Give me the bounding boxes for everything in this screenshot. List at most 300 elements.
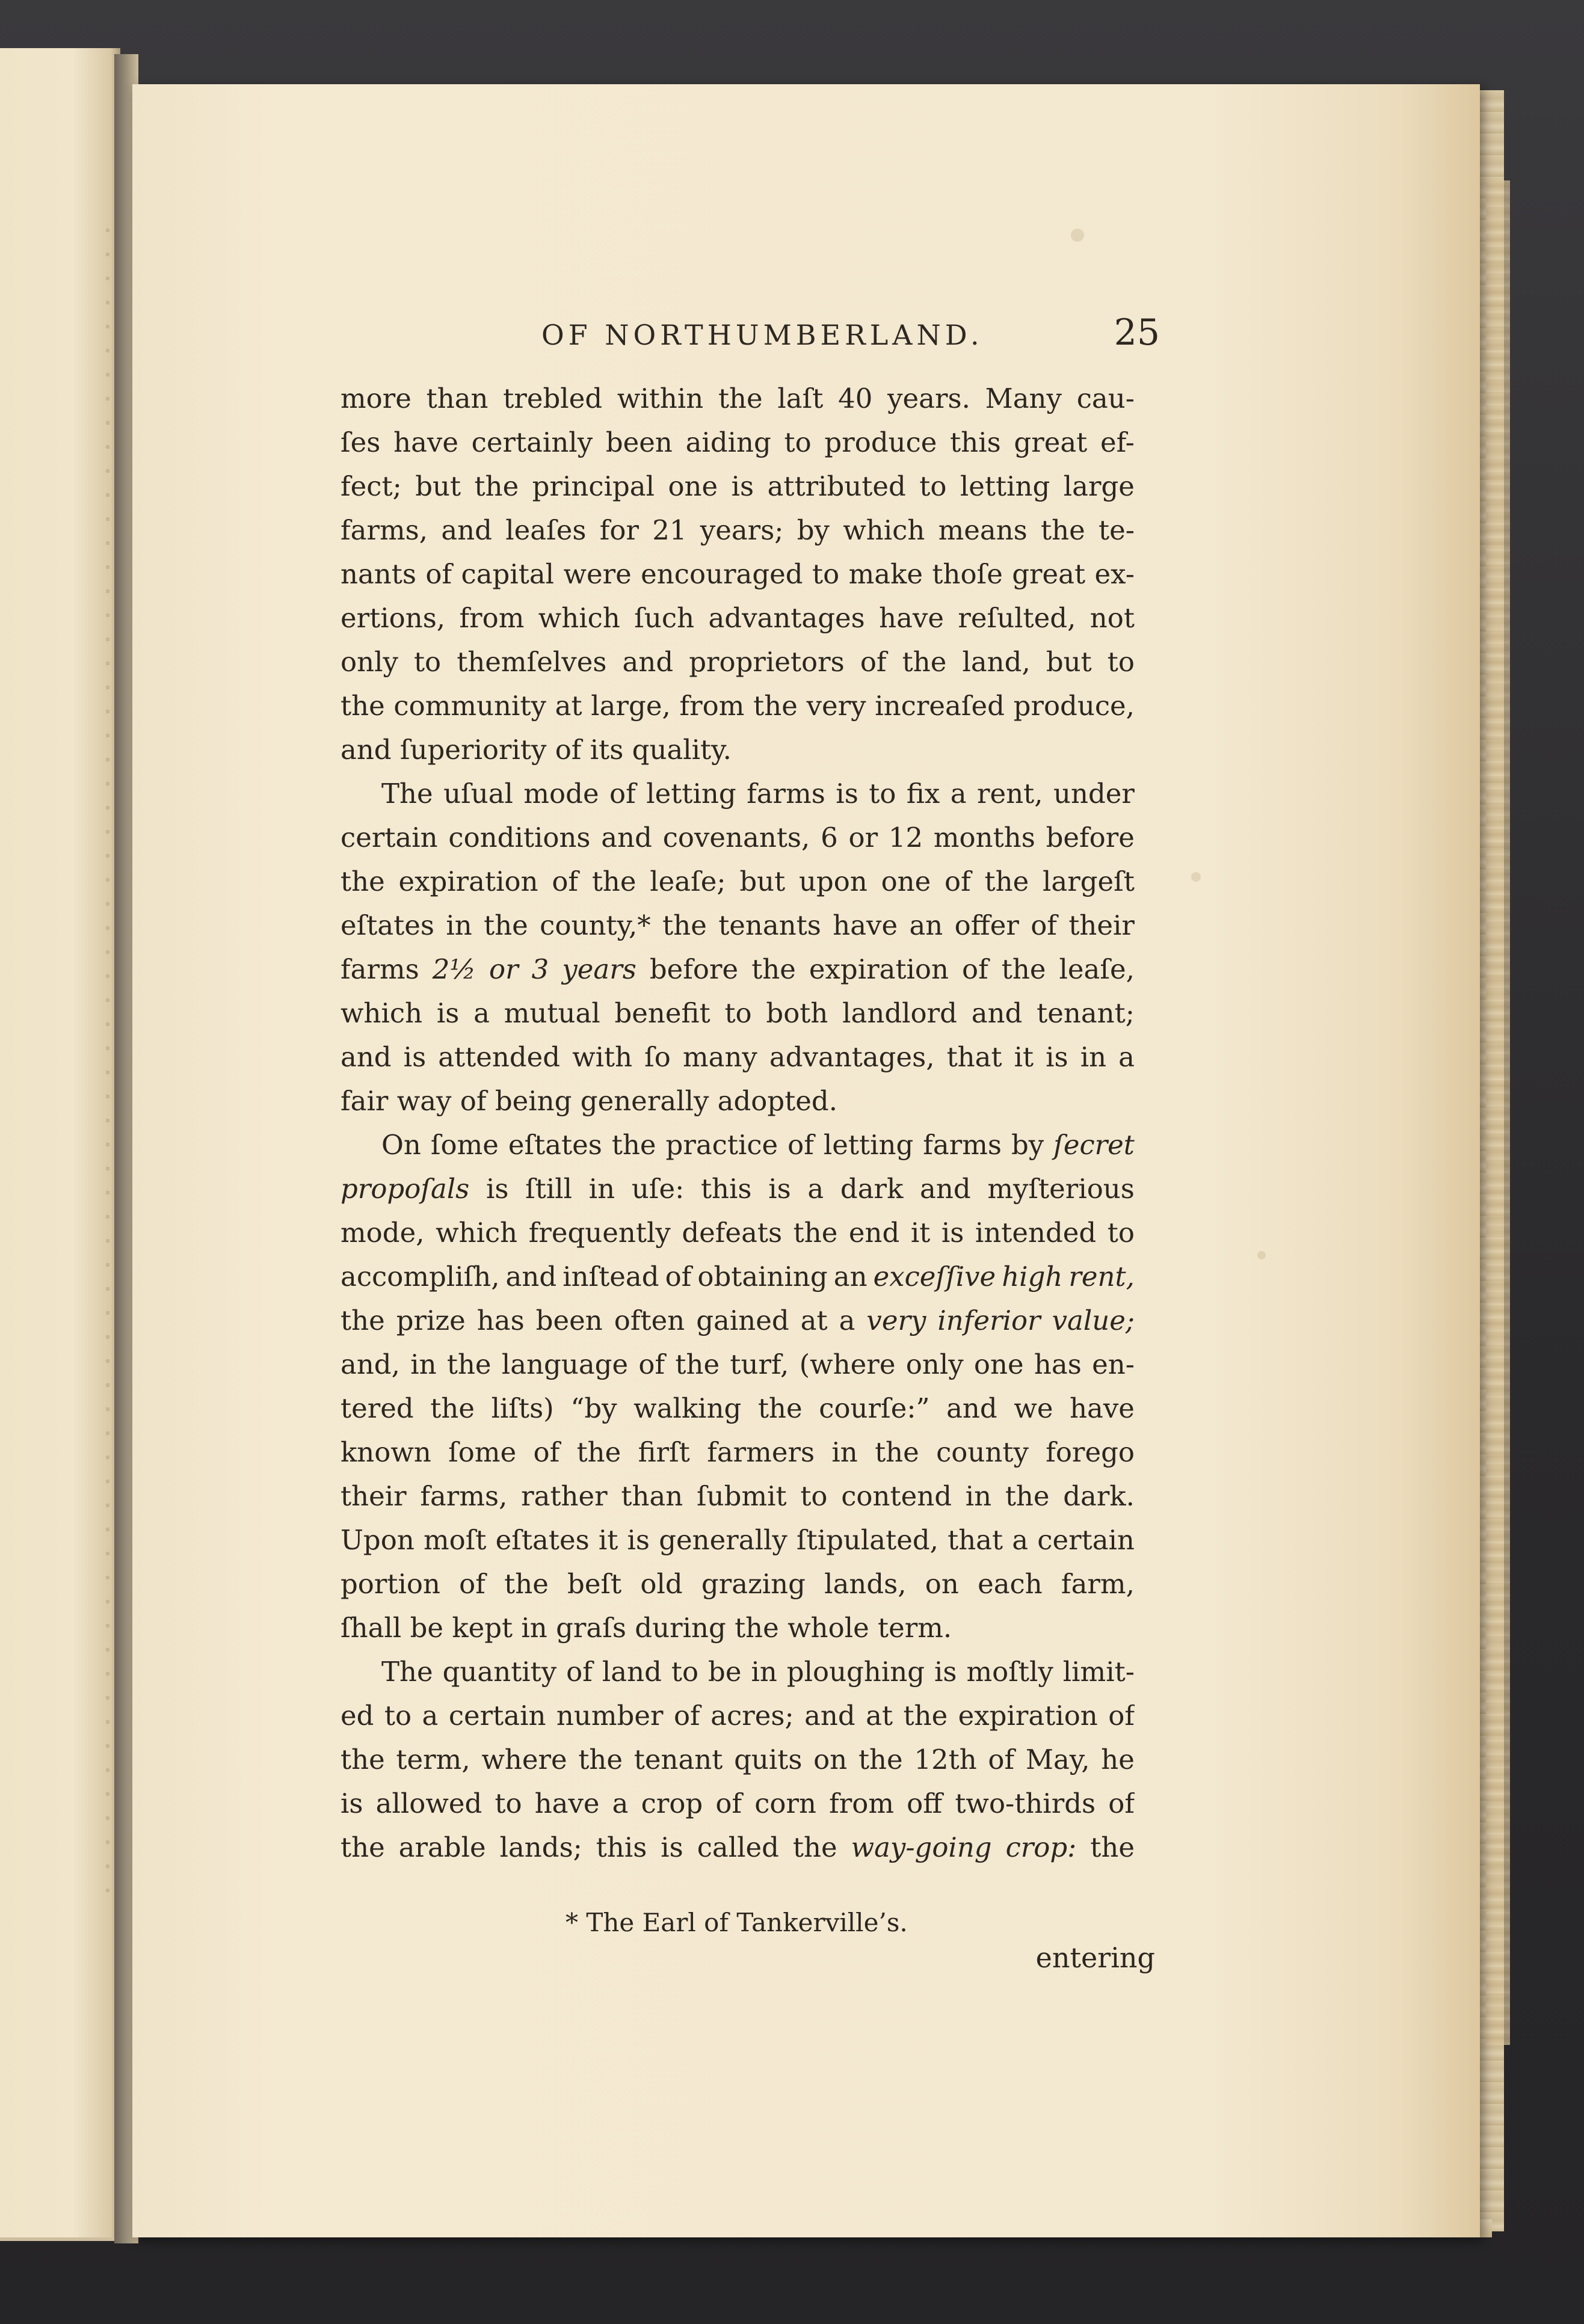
word: produce: [824, 426, 937, 458]
word: an: [909, 909, 943, 941]
word: benefit: [614, 997, 710, 1029]
word: beſt: [567, 1568, 622, 1600]
word: two-thirds: [955, 1788, 1096, 1819]
word: were: [563, 558, 632, 590]
word: that: [948, 1524, 1003, 1556]
word: fix: [906, 778, 940, 810]
word: tenants: [718, 909, 821, 941]
word: to: [869, 778, 896, 810]
word: county: [936, 1436, 1029, 1468]
text-line: [341, 596, 1135, 640]
word: moſtly: [966, 1656, 1053, 1688]
word: only: [905, 1348, 964, 1380]
word: turf,: [730, 1348, 789, 1380]
word: thoſe: [932, 558, 1003, 590]
text-line: [341, 1694, 1135, 1738]
word: in: [831, 1436, 858, 1468]
word: forego: [1046, 1436, 1135, 1468]
text-line: [341, 1781, 1135, 1825]
word: have: [534, 1788, 600, 1819]
word: and: [920, 1173, 971, 1205]
word: a: [950, 778, 967, 810]
word: than: [621, 1480, 683, 1512]
text-line: [341, 684, 1135, 728]
word: been: [535, 1305, 603, 1336]
word: by: [797, 514, 830, 546]
word: quantity: [442, 1656, 557, 1688]
word: the: [430, 1392, 475, 1424]
text-line: [341, 1562, 1135, 1606]
word: 3: [531, 953, 549, 985]
word: within: [617, 383, 704, 414]
text-line: [341, 508, 1135, 552]
word: uſe:: [631, 1173, 685, 1205]
word: whole: [787, 1612, 878, 1644]
word: the: [611, 1129, 656, 1161]
word: this: [596, 1831, 647, 1863]
word: than: [426, 383, 488, 414]
word: reſulted,: [958, 602, 1076, 634]
word: one: [973, 1348, 1024, 1380]
word: ſecret: [1053, 1129, 1135, 1161]
footnote: * The Earl of Tankerville’s.: [565, 1908, 908, 1937]
word: in: [751, 1656, 777, 1688]
word: to: [384, 1700, 412, 1732]
word: produce,: [1013, 690, 1135, 722]
text-line: [341, 1738, 1135, 1781]
word: laſt: [777, 383, 824, 414]
word: exceſſive: [873, 1261, 996, 1293]
word: inſtead: [562, 1261, 659, 1293]
word: is: [403, 1041, 427, 1073]
word: during: [635, 1612, 735, 1644]
word: and: [341, 734, 400, 766]
word: en-: [1092, 1348, 1135, 1380]
word: advantages: [708, 602, 865, 634]
text-line: [341, 859, 1135, 903]
word: to: [413, 646, 442, 678]
word: the: [858, 1744, 903, 1775]
word: Upon: [341, 1524, 414, 1556]
word: it: [910, 1217, 931, 1249]
word: or: [848, 822, 878, 853]
word: is: [1046, 1041, 1068, 1073]
word: the: [662, 909, 707, 941]
word: is: [436, 997, 460, 1029]
word: and: [341, 1041, 392, 1073]
word: the: [484, 909, 528, 941]
word: called: [697, 1831, 779, 1863]
word: Many: [985, 383, 1062, 414]
body-text: [341, 377, 1135, 1869]
word: is: [836, 778, 858, 810]
word: way: [396, 1085, 460, 1117]
word: of: [555, 734, 590, 766]
word: adopted.: [717, 1085, 846, 1117]
word: is: [661, 1831, 683, 1863]
word: of: [945, 865, 971, 897]
word: eſtates: [495, 1524, 590, 1556]
word: moſt: [423, 1524, 487, 1556]
word: themſelves: [457, 646, 607, 678]
word: has: [476, 1305, 525, 1336]
word: 21: [652, 514, 687, 546]
word: ſome: [448, 1436, 517, 1468]
word: conditions: [448, 822, 591, 853]
text-line: [341, 991, 1135, 1035]
word: only: [341, 646, 398, 678]
word: not: [1089, 602, 1135, 634]
word: certain: [341, 822, 438, 853]
word: 12: [888, 822, 923, 853]
word: county,*: [540, 909, 651, 941]
word: the: [984, 865, 1029, 897]
word: trebled: [503, 383, 603, 414]
text-line: [341, 1299, 1135, 1342]
word: land,: [962, 646, 1031, 678]
word: upon: [798, 865, 868, 897]
word: community: [393, 690, 546, 722]
word: is: [485, 1173, 509, 1205]
word: term.: [878, 1612, 961, 1644]
word: years.: [887, 383, 970, 414]
word: its: [590, 734, 632, 766]
word: dark: [840, 1173, 904, 1205]
foxing-spot: [1071, 229, 1084, 242]
word: but: [739, 865, 786, 897]
word: the: [341, 690, 385, 722]
word: ertions,: [341, 602, 446, 634]
word: value;: [1052, 1305, 1135, 1336]
word: the: [446, 1348, 492, 1380]
word: propoſals: [341, 1173, 470, 1205]
word: which: [341, 997, 423, 1029]
word: myſterious: [987, 1173, 1135, 1205]
word: this: [700, 1173, 752, 1205]
word: before: [1046, 822, 1135, 853]
word: ſo: [644, 1041, 671, 1073]
word: tenant;: [1037, 997, 1135, 1029]
word: he: [1101, 1744, 1135, 1775]
word: ed: [341, 1700, 374, 1732]
word: months: [933, 822, 1035, 853]
word: certain: [448, 1700, 546, 1732]
word: inferior: [937, 1305, 1041, 1336]
word: of: [460, 1085, 495, 1117]
word: farm,: [1061, 1568, 1135, 1600]
word: an: [833, 1261, 868, 1293]
word: have: [879, 602, 944, 634]
word: ploughing: [786, 1656, 925, 1688]
word: more: [341, 383, 411, 414]
word: principal: [532, 470, 655, 502]
word: leaſes: [505, 514, 587, 546]
word: letting: [960, 470, 1050, 502]
word: have: [393, 426, 458, 458]
foxing-spot: [1257, 1251, 1266, 1259]
word: ſuch: [634, 602, 695, 634]
word: rent,: [977, 778, 1043, 810]
word: in: [965, 1480, 992, 1512]
word: the: [757, 1392, 803, 1424]
word: in: [521, 1612, 556, 1644]
word: (where: [799, 1348, 896, 1380]
word: covenants,: [662, 822, 810, 853]
word: cau-: [1076, 383, 1135, 414]
word: the: [341, 865, 385, 897]
word: often: [614, 1305, 685, 1336]
word: to: [800, 1480, 828, 1512]
running-title: OF NORTHUMBERLAND.: [541, 319, 984, 351]
word: corn: [754, 1788, 817, 1819]
word: dark.: [1063, 1480, 1135, 1512]
word: in: [446, 909, 472, 941]
word: but: [1046, 646, 1092, 678]
word: and: [946, 1392, 997, 1424]
word: firſt: [638, 1436, 690, 1468]
word: and,: [341, 1348, 400, 1380]
word: leaſe;: [650, 865, 726, 897]
word: to: [495, 1788, 522, 1819]
text-line: [341, 1650, 1135, 1694]
word: the: [1041, 514, 1085, 546]
word: letting: [823, 1129, 914, 1161]
word: many: [682, 1041, 757, 1073]
word: ſtipulated,: [796, 1524, 938, 1556]
word: certainly: [471, 426, 593, 458]
text-line: [341, 1474, 1135, 1518]
word: rather: [521, 1480, 608, 1512]
word: to: [784, 426, 812, 458]
word: under: [1053, 778, 1135, 810]
word: is: [731, 470, 754, 502]
word: of: [609, 778, 636, 810]
word: to: [671, 1656, 699, 1688]
word: attended: [438, 1041, 561, 1073]
word: expiration: [398, 865, 538, 897]
word: expiration: [958, 1700, 1098, 1732]
word: we: [1014, 1392, 1053, 1424]
word: the: [903, 1700, 948, 1732]
word: aiding: [685, 426, 771, 458]
word: 40: [838, 383, 873, 414]
text-line: [341, 816, 1135, 859]
word: the: [591, 865, 636, 897]
word: increaſed: [875, 690, 1005, 722]
word: the: [341, 1744, 385, 1775]
text-line: [341, 377, 1135, 420]
word: very: [806, 690, 866, 722]
word: very: [866, 1305, 926, 1336]
word: of: [533, 1436, 560, 1468]
word: arable: [398, 1831, 486, 1863]
text-line: [341, 1255, 1135, 1299]
word: being: [495, 1085, 581, 1117]
word: and: [601, 822, 652, 853]
word: before: [649, 953, 739, 985]
word: “by: [570, 1392, 617, 1424]
word: the: [504, 1568, 549, 1600]
word: at: [555, 690, 582, 722]
word: largeſt: [1043, 865, 1135, 897]
word: large: [1063, 470, 1135, 502]
word: large,: [591, 690, 671, 722]
word: crop:: [1005, 1831, 1077, 1863]
text-line: [341, 552, 1135, 596]
word: been: [605, 426, 673, 458]
word: ſhall: [341, 1612, 410, 1644]
word: where: [481, 1744, 567, 1775]
word: their: [341, 1480, 407, 1512]
word: kept: [452, 1612, 522, 1644]
word: the: [875, 1436, 919, 1468]
word: be: [708, 1656, 742, 1688]
word: tered: [341, 1392, 414, 1424]
word: the: [792, 1831, 837, 1863]
word: ſome: [430, 1129, 499, 1161]
word: intended: [975, 1217, 1097, 1249]
word: courſe:”: [819, 1392, 930, 1424]
text-line: [341, 640, 1135, 684]
word: mode,: [341, 1217, 425, 1249]
word: of: [1031, 909, 1057, 941]
word: one: [881, 865, 931, 897]
word: offer: [954, 909, 1019, 941]
word: a: [1012, 1524, 1029, 1556]
page-fore-edge-layer: [1486, 180, 1510, 2045]
word: practice: [665, 1129, 778, 1161]
text-line: [341, 1825, 1135, 1869]
word: in: [588, 1173, 615, 1205]
word: or: [489, 953, 519, 985]
word: acres;: [710, 1700, 794, 1732]
word: land: [602, 1656, 662, 1688]
word: the: [341, 1305, 385, 1336]
word: landlord: [842, 997, 957, 1029]
word: term,: [396, 1744, 470, 1775]
word: frequently: [528, 1217, 671, 1249]
word: is: [627, 1524, 650, 1556]
word: of: [459, 1568, 485, 1600]
word: in: [1080, 1041, 1107, 1073]
text-line: [341, 1211, 1135, 1255]
word: the: [735, 1612, 788, 1644]
text-line: [341, 1606, 1135, 1650]
word: a: [1118, 1041, 1135, 1073]
word: at: [800, 1305, 828, 1336]
word: quality.: [632, 734, 741, 766]
word: ef-: [1100, 426, 1135, 458]
word: grazing: [701, 1568, 806, 1600]
word: of: [715, 1788, 742, 1819]
word: the: [753, 690, 798, 722]
catchword: entering: [1035, 1941, 1155, 1974]
word: leaſe,: [1059, 953, 1135, 985]
word: to: [1107, 1217, 1135, 1249]
word: old: [640, 1568, 683, 1600]
word: and: [971, 997, 1023, 1029]
word: a: [839, 1305, 855, 1336]
word: the: [902, 646, 947, 678]
word: On: [381, 1129, 421, 1161]
word: a: [473, 997, 490, 1029]
word: eſtates: [341, 909, 435, 941]
word: high: [1002, 1261, 1063, 1293]
word: of: [860, 646, 887, 678]
word: The: [381, 778, 433, 810]
word: the: [1001, 953, 1046, 985]
word: one: [668, 470, 718, 502]
word: encouraged: [641, 558, 803, 590]
word: at: [866, 1700, 893, 1732]
word: for: [599, 514, 639, 546]
word: in: [410, 1348, 437, 1380]
word: number: [556, 1700, 664, 1732]
word: farms: [747, 778, 825, 810]
word: of: [962, 953, 988, 985]
word: which: [538, 602, 620, 634]
word: ſuperiority: [399, 734, 555, 766]
word: years;: [700, 514, 784, 546]
word: have: [1070, 1392, 1135, 1424]
word: May,: [1025, 1744, 1090, 1775]
word: eſtates: [508, 1129, 602, 1161]
word: uſual: [443, 778, 513, 810]
word: the: [578, 1744, 623, 1775]
word: but: [415, 470, 461, 502]
word: and: [804, 1700, 855, 1732]
word: of: [552, 865, 579, 897]
word: to: [724, 997, 752, 1029]
word: which: [843, 514, 925, 546]
word: tenant: [633, 1744, 723, 1775]
word: 2½: [432, 953, 476, 985]
word: the: [576, 1436, 621, 1468]
word: that: [946, 1041, 1002, 1073]
word: make: [848, 558, 923, 590]
text-line: [341, 1518, 1135, 1562]
text-line: [341, 1079, 1135, 1123]
word: great: [1014, 426, 1088, 458]
word: mutual: [504, 997, 600, 1029]
word: capital: [461, 558, 555, 590]
word: the: [793, 1217, 838, 1249]
page-number: 25: [1114, 312, 1160, 354]
word: farmers: [707, 1436, 815, 1468]
word: nants: [341, 558, 416, 590]
word: to: [919, 470, 947, 502]
word: of: [665, 1261, 692, 1293]
word: accompliſh,: [341, 1261, 500, 1293]
word: crop: [641, 1788, 703, 1819]
word: ſubmit: [697, 1480, 787, 1512]
word: mode: [523, 778, 599, 810]
word: gained: [696, 1305, 789, 1336]
word: graſs: [556, 1612, 635, 1644]
word: have: [833, 909, 898, 941]
word: to: [1107, 646, 1135, 678]
word: farms,: [420, 1480, 508, 1512]
word: is: [941, 1217, 964, 1249]
word: of: [673, 1700, 700, 1732]
word: 12th: [914, 1744, 977, 1775]
word: limit-: [1062, 1656, 1135, 1688]
page-edge-texture: [106, 229, 109, 1913]
word: a: [422, 1700, 439, 1732]
word: language: [501, 1348, 629, 1380]
word: by: [1011, 1129, 1044, 1161]
word: off: [907, 1788, 943, 1819]
